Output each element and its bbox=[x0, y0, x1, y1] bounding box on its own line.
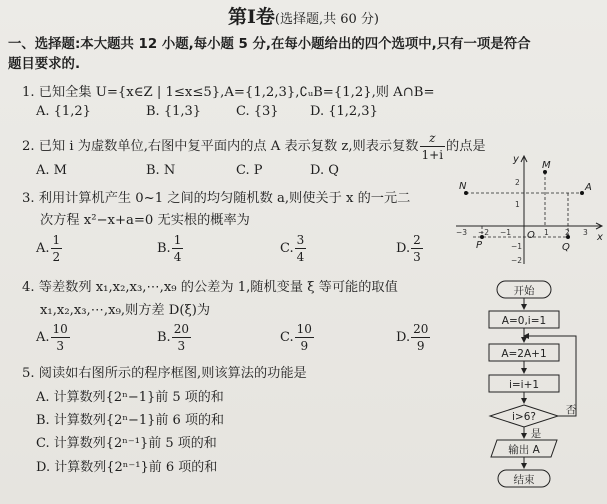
y-tick: −1 bbox=[511, 242, 523, 251]
q3-a-num: 1 bbox=[52, 233, 61, 247]
q4-a-num: 10 bbox=[52, 322, 68, 336]
section-instruction-line1: 一、选择题:本大题共 12 小题,每小题 5 分,在每小题给出的四个选项中,只有一项是符合 bbox=[8, 37, 531, 52]
flow-yes-label: 是 bbox=[530, 428, 542, 440]
label-M: M bbox=[542, 160, 551, 171]
x-tick: −1 bbox=[500, 228, 512, 237]
flow-step2-text: i=i+1 bbox=[508, 379, 540, 391]
label-P: P bbox=[476, 240, 483, 251]
q5-option-c: C. 计算数列{2ⁿ⁻¹}前 5 项的和 bbox=[36, 436, 217, 451]
q3-d-num: 2 bbox=[413, 233, 421, 247]
q4-a-label: A. bbox=[36, 330, 50, 345]
flow-step1-text: A=2A+1 bbox=[501, 348, 547, 360]
x-axis-label: x bbox=[597, 232, 603, 243]
y-tick: −2 bbox=[511, 256, 523, 265]
q4-d-num: 20 bbox=[413, 322, 429, 336]
y-axis-label: y bbox=[513, 154, 519, 165]
q4-b-den: 3 bbox=[177, 339, 186, 353]
flow-no-label: 否 bbox=[565, 404, 577, 416]
q1-option-d: D. {1,2,3} bbox=[310, 104, 378, 119]
q2-stem-post: 的点是 bbox=[446, 139, 486, 154]
complex-plane-figure bbox=[452, 150, 607, 268]
x-tick: 2 bbox=[565, 228, 570, 237]
q4-stem-line1: 4. 等差数列 x₁,x₂,x₃,⋯,x₉ 的公差为 1,随机变量 ξ 等可能的取值 bbox=[22, 280, 398, 295]
q4-option-a bbox=[36, 323, 71, 352]
flow-end-text: 结束 bbox=[513, 474, 535, 486]
q3-a-frac bbox=[51, 234, 63, 263]
title-main: 第Ⅰ卷 bbox=[228, 6, 275, 28]
q1-option-c: C. {3} bbox=[236, 104, 279, 119]
q1-option-a: A. {1,2} bbox=[36, 104, 91, 119]
q3-stem-line2: 次方程 x²−x+a=0 无实根的概率为 bbox=[40, 213, 250, 228]
flow-condition-text: i>6? bbox=[512, 411, 536, 423]
title-subtitle: (选择题,共 60 分) bbox=[274, 12, 379, 27]
flow-init-text: A=0,i=1 bbox=[501, 315, 547, 327]
q3-b-frac bbox=[172, 234, 184, 263]
q3-d-den: 3 bbox=[413, 250, 421, 264]
flowchart-figure bbox=[470, 276, 607, 496]
q2-stem-pre: 2. 已知 i 为虚数单位,右图中复平面内的点 A 表示复数 z,则表示复数 bbox=[22, 139, 419, 154]
x-tick: 1 bbox=[544, 228, 549, 237]
q3-d-label: D. bbox=[396, 241, 411, 256]
q3-a-label: A. bbox=[36, 241, 50, 256]
q5-stem: 5. 阅读如右图所示的程序框图,则该算法的功能是 bbox=[22, 366, 307, 381]
label-Q: Q bbox=[562, 242, 570, 253]
q1-option-b: B. {1,3} bbox=[146, 104, 202, 119]
q2-option-b: B. N bbox=[146, 163, 176, 178]
q4-d-frac bbox=[411, 323, 430, 352]
q4-d-label: D. bbox=[396, 330, 411, 345]
y-tick: 1 bbox=[515, 200, 520, 209]
q3-c-den: 4 bbox=[296, 250, 305, 264]
q4-c-num: 10 bbox=[296, 322, 312, 336]
q2-option-a: A. M bbox=[36, 163, 67, 178]
q4-a-den: 3 bbox=[56, 339, 64, 353]
q4-b-frac bbox=[172, 323, 191, 352]
q3-stem-line1: 3. 利用计算机产生 0~1 之间的均匀随机数 a,则使关于 x 的一元二 bbox=[22, 191, 411, 206]
q5-option-d: D. 计算数列{2ⁿ⁻¹}前 6 项的和 bbox=[36, 460, 218, 475]
q2-frac-den: 1+i bbox=[421, 148, 444, 162]
q3-b-label: B. bbox=[157, 241, 171, 256]
q4-b-label: B. bbox=[157, 330, 171, 345]
q3-option-d bbox=[396, 234, 424, 263]
q4-option-d bbox=[396, 323, 431, 352]
q3-option-c bbox=[280, 234, 307, 263]
section-title bbox=[0, 2, 607, 29]
q2-stem bbox=[22, 132, 486, 161]
label-A: A bbox=[585, 182, 592, 193]
q1-stem: 1. 已知全集 U={x∈Z | 1≤x≤5},A={1,2,3},∁ᵤB={1,2},则 A∩B= bbox=[22, 85, 435, 100]
q3-c-label: C. bbox=[280, 241, 294, 256]
q4-b-num: 20 bbox=[173, 322, 189, 336]
q3-b-den: 4 bbox=[173, 250, 182, 264]
q5-option-a: A. 计算数列{2ⁿ−1}前 5 项的和 bbox=[36, 390, 224, 405]
q3-option-a bbox=[36, 234, 63, 263]
q2-option-d: D. Q bbox=[310, 163, 339, 178]
section-instruction-line2: 题目要求的. bbox=[8, 57, 81, 72]
flow-output-text: 输出 A bbox=[508, 444, 540, 456]
q2-option-c: C. P bbox=[236, 163, 263, 178]
q4-c-frac bbox=[295, 323, 314, 352]
flow-start-text: 开始 bbox=[513, 285, 535, 297]
point-A bbox=[580, 191, 584, 195]
q4-d-den: 9 bbox=[416, 339, 425, 353]
x-tick: −3 bbox=[456, 228, 468, 237]
q4-a-frac bbox=[51, 323, 70, 352]
q3-c-num: 3 bbox=[296, 233, 305, 247]
y-tick: 2 bbox=[515, 178, 520, 187]
q3-d-frac bbox=[411, 234, 423, 263]
x-tick: 3 bbox=[583, 228, 588, 237]
q3-b-num: 1 bbox=[173, 233, 182, 247]
q2-frac-num: z bbox=[420, 132, 446, 147]
origin-label: O bbox=[527, 230, 535, 241]
q5-option-b: B. 计算数列{2ⁿ−1}前 6 项的和 bbox=[36, 413, 224, 428]
q2-fraction bbox=[420, 132, 446, 161]
q4-stem-line2: x₁,x₂,x₃,⋯,x₉,则方差 D(ξ)为 bbox=[40, 303, 211, 318]
q3-option-b bbox=[157, 234, 184, 263]
q3-c-frac bbox=[295, 234, 307, 263]
q4-option-b bbox=[157, 323, 192, 352]
q4-c-label: C. bbox=[280, 330, 294, 345]
label-N: N bbox=[459, 181, 467, 192]
q4-c-den: 9 bbox=[300, 339, 309, 353]
x-tick: −2 bbox=[478, 228, 490, 237]
q4-option-c bbox=[280, 323, 315, 352]
q3-a-den: 2 bbox=[52, 250, 61, 264]
